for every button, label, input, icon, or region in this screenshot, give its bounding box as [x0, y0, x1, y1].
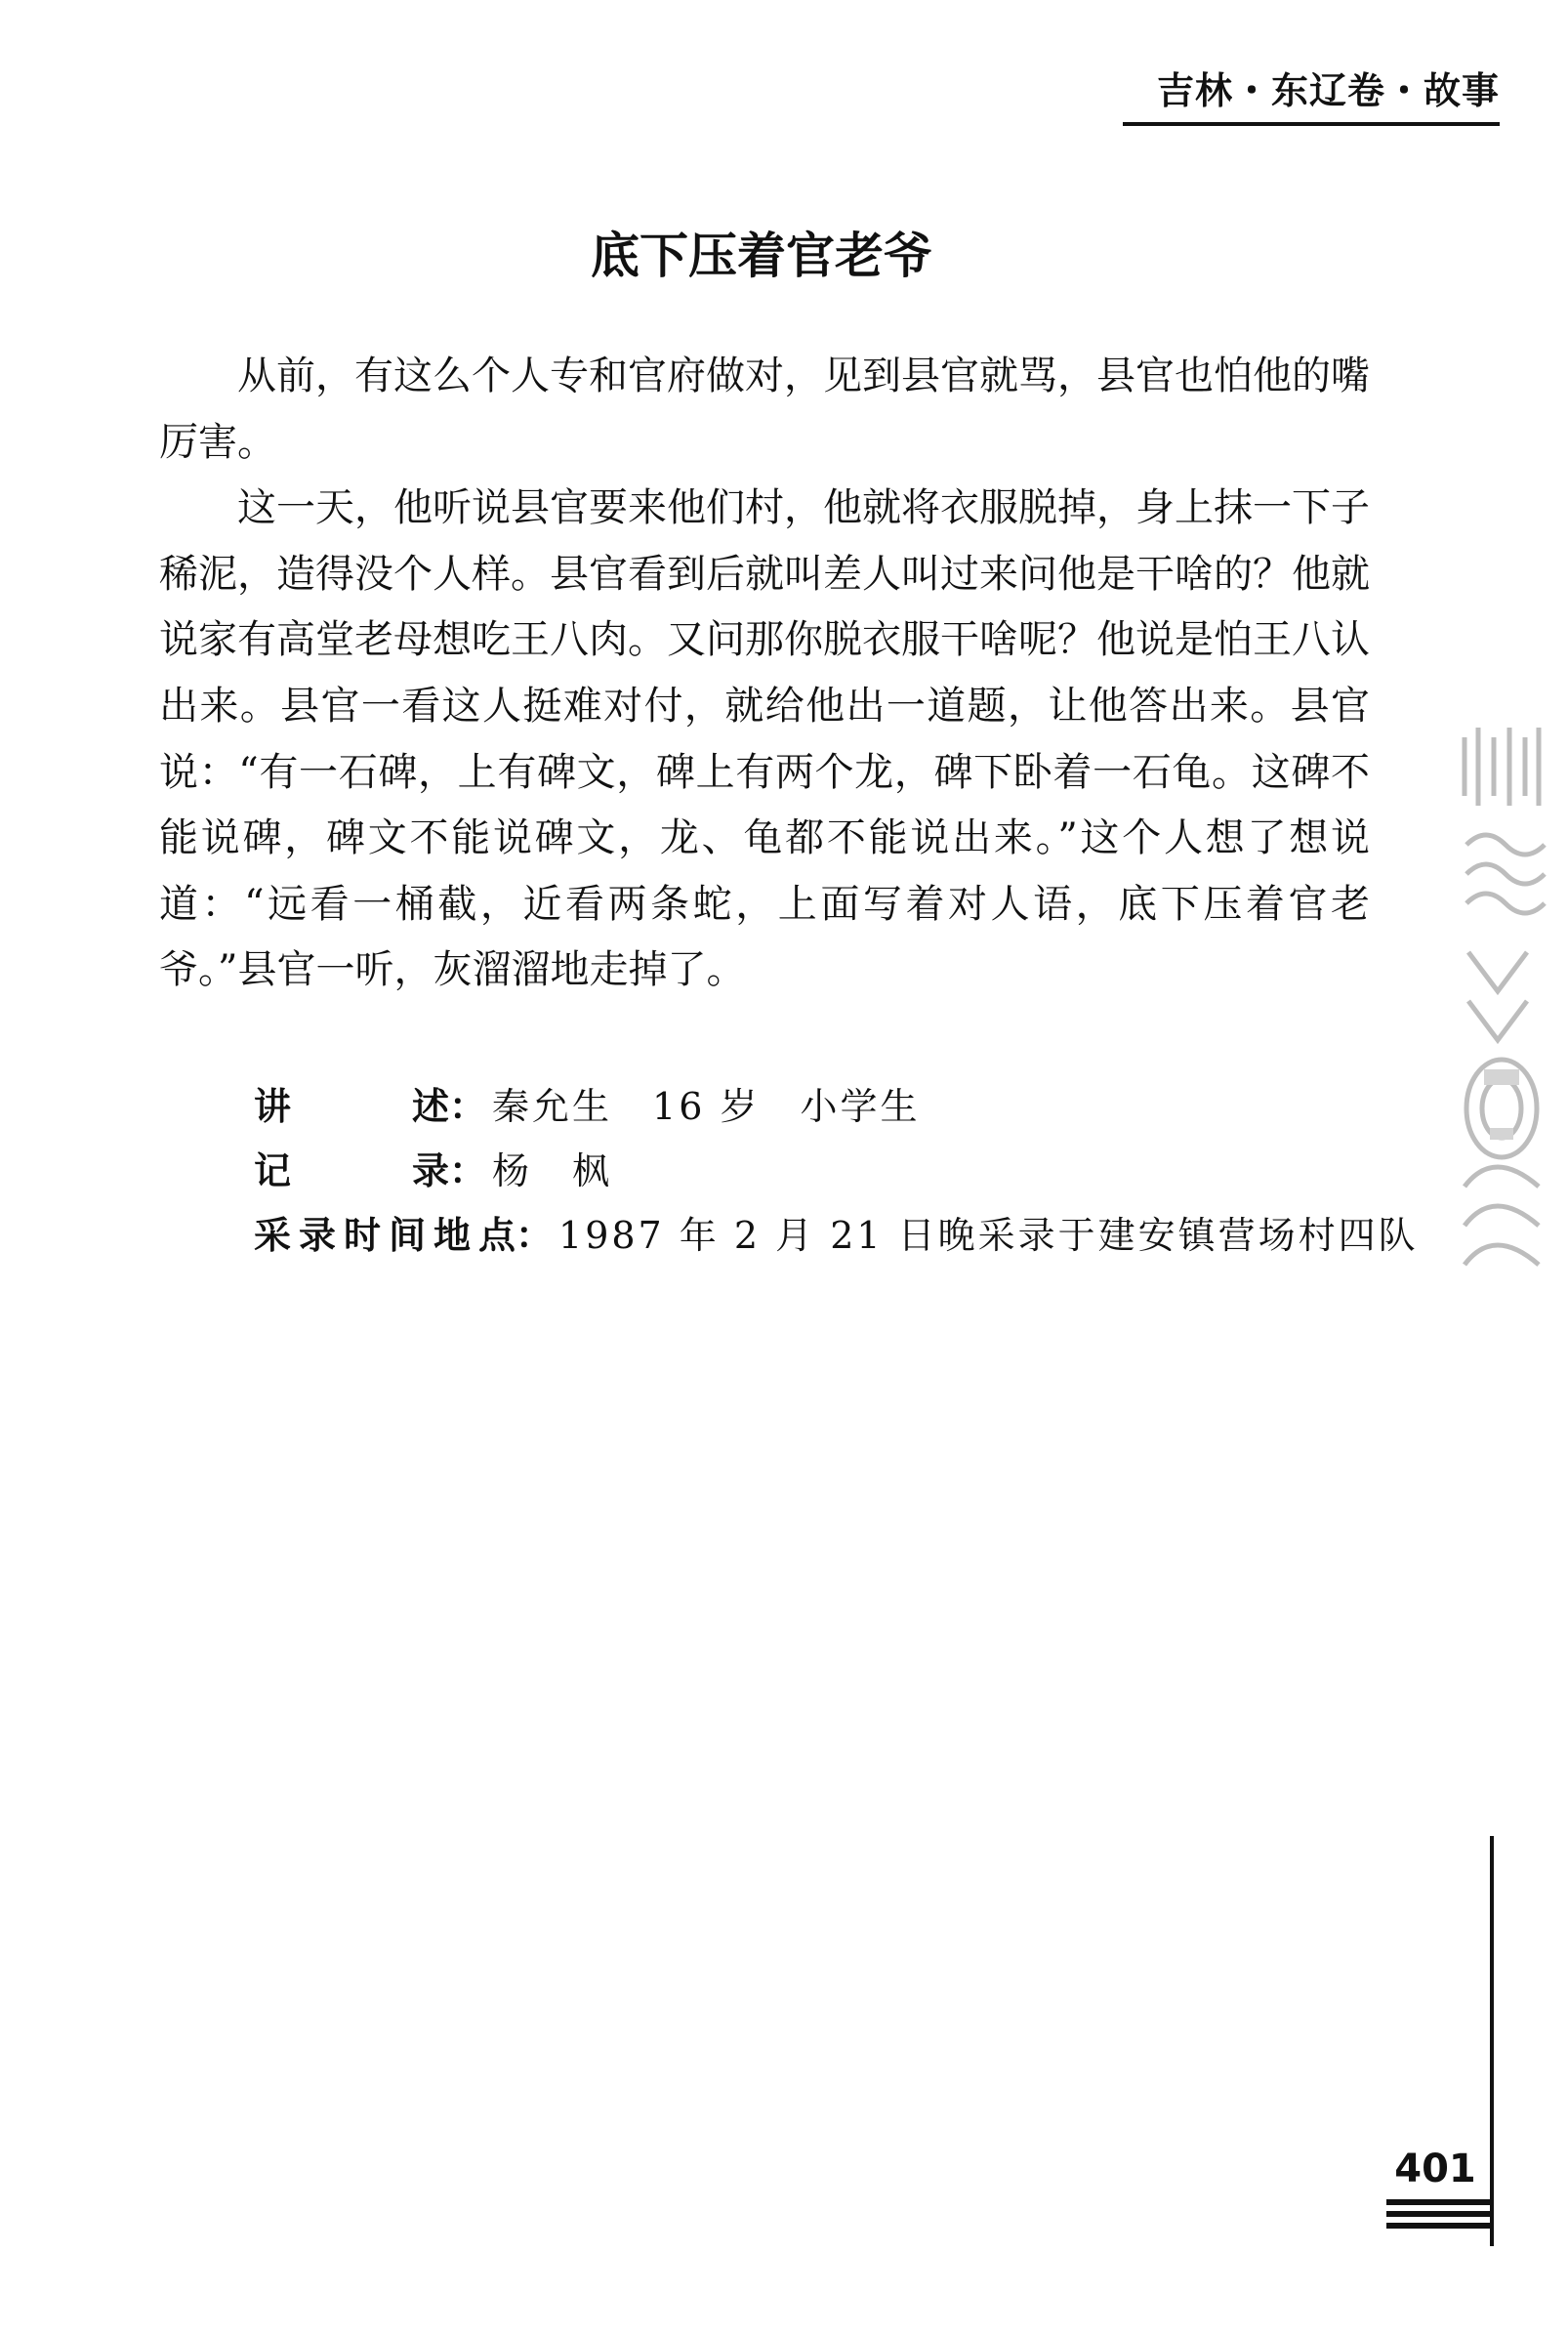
credit-colon: ：	[449, 1149, 487, 1192]
credit-colon: ：	[449, 1085, 487, 1128]
credit-label: 记录	[254, 1149, 449, 1192]
running-head: 吉林・东辽卷・故事	[1123, 61, 1500, 126]
story-body	[159, 344, 1370, 1004]
credit-value: 1987 年 2 月 21 日晚采录于建安镇营场村四队	[558, 1214, 1419, 1257]
folio-rule-line	[1386, 2199, 1490, 2205]
credit-label: 采录时间地点	[254, 1214, 516, 1257]
credit-narrator	[254, 1074, 1425, 1139]
credit-colon: ：	[516, 1214, 554, 1257]
page-edge-rule	[1490, 1836, 1494, 2246]
paragraph: 这一天，他听说县官要来他们村，他就将衣服脱掉，身上抹一下子稀泥，造得没个人样。县官看到后就叫差人叫过来问他是干啥的？他就说家有高堂老母想吃王八肉。又问那你脱衣服干啥呢？他说是怕王八认出来。县官一看这人挺难对付，就给他出一道题，让他答出来。县官说：“有一石碑，上有碑文，碑上有两个龙，碑下卧着一石龟。这碑不能说碑，碑文不能说碑文，龙、龟都不能说出来。”这个人想了想说道：“远看一桶截，近看两条蛇，上面写着对人语，底下压着官老爷。”县官一听，灰溜溜地走掉了。	[159, 485, 1370, 993]
folio-rules	[1386, 2199, 1490, 2234]
folio-rule-line	[1386, 2211, 1490, 2217]
credit-time-place	[254, 1203, 1425, 1268]
credits	[254, 1074, 1425, 1268]
credit-value: 秦允生 16 岁 小学生	[492, 1085, 921, 1128]
paragraph: 从前，有这么个人专和官府做对，见到县官就骂，县官也怕他的嘴厉害。	[159, 354, 1370, 465]
credit-label: 讲述	[254, 1085, 449, 1128]
page-number: 401	[1394, 2147, 1476, 2191]
story-title: 底下压着官老爷	[591, 228, 932, 284]
credit-value: 杨 枫	[492, 1149, 613, 1192]
side-decoration-icon	[1455, 718, 1548, 1284]
credit-recorder	[254, 1139, 1425, 1203]
folio-rule-line	[1386, 2223, 1490, 2229]
